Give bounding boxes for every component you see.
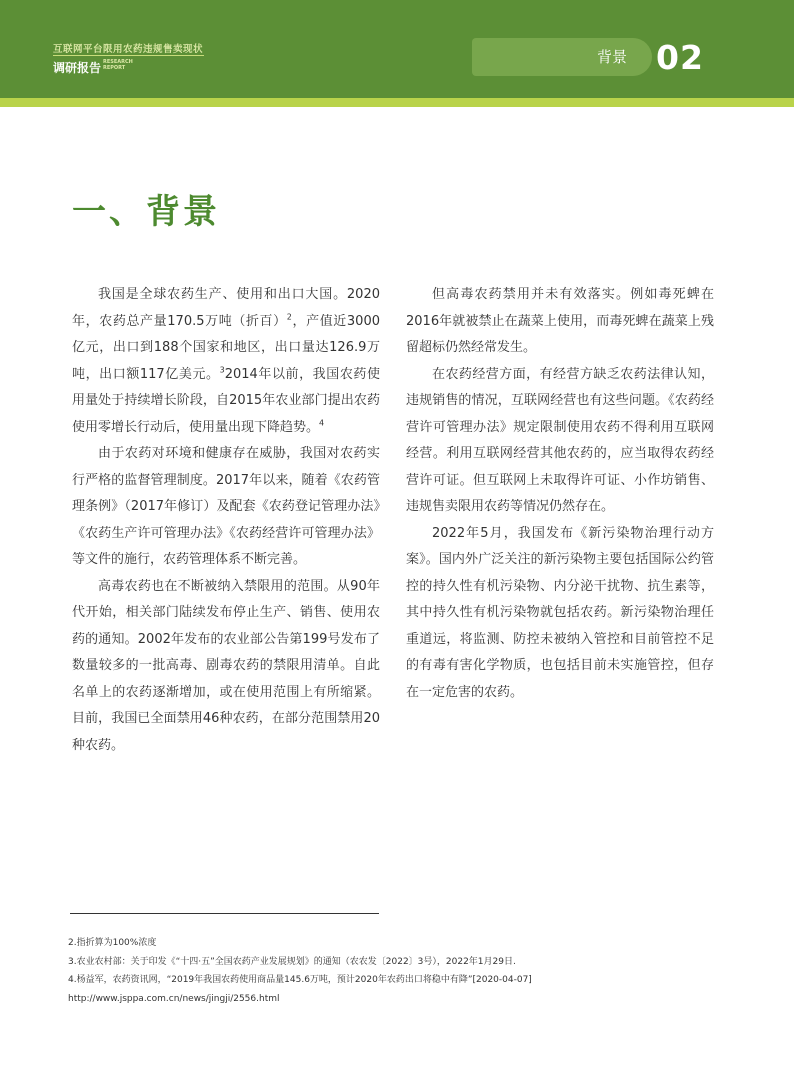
footnote-ref: 2 xyxy=(286,312,292,322)
paragraph-text: ，产值近3000亿元，出口到188个国家和地区，出口量达126.9万吨，出口额117亿美元。 xyxy=(72,313,380,382)
footnote-4-link[interactable]: http://www.jsppa.com.cn/news/jingji/2556.html xyxy=(68,993,280,1004)
report-subtitle: 互联网平台限用农药违规售卖现状 xyxy=(53,44,204,55)
section-number: 02 xyxy=(656,38,704,77)
right-column xyxy=(406,282,714,706)
paragraph: 但高毒农药禁用并未有效落实。例如毒死蜱在2016年就被禁止在蔬菜上使用，而毒死蜱在蔬菜上残留超标仍然经常发生。 xyxy=(406,287,714,355)
footnote-2: 2.指折算为100%浓度 xyxy=(68,938,157,948)
footnote-divider xyxy=(70,913,379,914)
left-column xyxy=(72,282,380,759)
report-title: 调研报告 xyxy=(53,61,102,75)
section-tab-label: 背景 xyxy=(597,48,628,66)
paragraph-text: 2014年以前，我国农药使用量处于持续增长阶段，自2015年农业部门提出农药使用零增长行动后，使用量出现下降趋势。 xyxy=(72,366,380,435)
page-heading: 一、背景 xyxy=(72,192,220,232)
footnotes xyxy=(68,934,768,1008)
report-divider xyxy=(53,55,204,56)
paragraph: 在农药经营方面，有经营方缺乏农药法律认知，违规销售的情况，互联网经营也有这些问题。《农药经营许可管理办法》规定限制使用农药不得利用互联网经营。利用互联网经营其他农药的，应当取得农药经营许可证。但互联网上未取得许可证、小作坊销售、违规售卖限用农药等情况仍然存在。 xyxy=(406,366,714,514)
header-stripe xyxy=(0,98,794,107)
footnote-3: 3.农业农村部：关于印发《“十四·五”全国农药产业发展规划》的通知（农农发〔2022〕3号），2022年1月29日. xyxy=(68,956,516,967)
footnote-4: 4.杨益军，农药资讯网，“2019年我国农药使用商品量145.6万吨，预计2020年农药出口将稳中有降”[2020-04-07] xyxy=(68,975,532,985)
footnote-ref: 3 xyxy=(219,365,225,375)
paragraph: 由于农药对环境和健康存在威胁，我国对农药实行严格的监督管理制度。2017年以来，随着《农药管理条例》（2017年修订）及配套《农药登记管理办法》《农药生产许可管理办法》《农药经营许可管理办法》等文件的施行，农药管理体系不断完善。 xyxy=(72,446,380,567)
report-title-en: RESEARCH REPORT xyxy=(103,59,133,71)
paragraph-text: 我国是全球农药生产、使用和出口大国。2020年，农药总产量170.5万吨（折百） xyxy=(72,287,380,329)
paragraph xyxy=(72,282,380,441)
footnote-ref: 4 xyxy=(319,418,325,428)
paragraph: 高毒农药也在不断被纳入禁限用的范围。从90年代开始，相关部门陆续发布停止生产、销售、使用农药的通知。2002年发布的农业部公告第199号发布了数量较多的一批高毒、剧毒农药的禁限用清单。自此名单上的农药逐渐增加，或在使用范围上有所缩紧。目前，我国已全面禁用46种农药，在部分范围禁用20种农药。 xyxy=(72,578,380,753)
paragraph: 2022年5月，我国发布《新污染物治理行动方案》。国内外广泛关注的新污染物主要包括国际公约管控的持久性有机污染物、内分泌干扰物、抗生素等，其中持久性有机污染物就包括农药。新污染物治理任重道远，将监测、防控未被纳入管控和目前管控不足的有毒有害化学物质，也包括目前未实施管控，但存在一定危害的农药。 xyxy=(406,525,714,700)
